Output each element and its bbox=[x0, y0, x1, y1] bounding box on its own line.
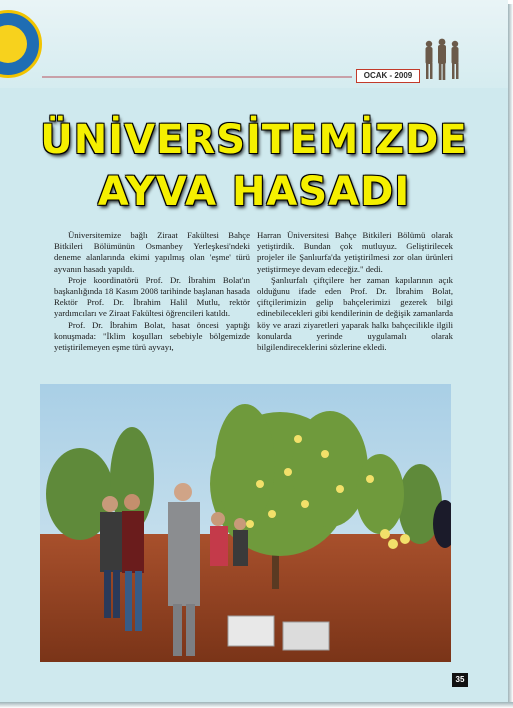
paragraph: Prof. Dr. İbrahim Bolat, hasat öncesi yaptığı konuşmada: "İklim koşulları sebebiyle bölgemizde yetiştirilemeyen eşme türü ayvayı, bbox=[54, 319, 250, 353]
page-shadow-right bbox=[508, 4, 513, 708]
page-header bbox=[0, 0, 508, 88]
paragraph: Şanlıurfalı çiftçilere her zaman kapılarının açık olduğunu ifade eden Prof. Dr. İbrahim Bolat, çiftçilerimizin gelip bahçelerimizi gezerek bilgi edinebilecekleri gibi kendilerinin de değişik zamanlarda köy ve arazi ziyaretleri yaparak halkı bahçecilikle ilgili konularda yerinde uygulamalı olarak bilgilendireceklerini sözlerine ekledi. bbox=[257, 274, 453, 353]
article-column-left bbox=[54, 230, 250, 353]
paragraph: Harran Üniversitesi Bahçe Bitkileri Bölümü olarak yetiştirdik. Bundan çok mutluyuz. Geliştirilecek projeler ile Şanlıurfa'da yetiştirilmesi zor olan ürünleri yetiştirmeye devam edeceğiz." dedi. bbox=[257, 230, 453, 274]
headline-line-2: AYVA HASADI bbox=[97, 169, 411, 215]
headline-line-1: ÜNİVERSİTEMİZDE bbox=[40, 117, 468, 163]
university-logo bbox=[0, 10, 42, 78]
page-number: 35 bbox=[452, 673, 468, 687]
statue-icon bbox=[420, 36, 466, 82]
logo-emblem bbox=[0, 25, 27, 63]
article-column-right bbox=[257, 230, 453, 353]
paragraph: Proje koordinatörü Prof. Dr. İbrahim Bolat'ın başkanlığında 18 Kasım 2008 tarihinde başlanan hasada Rektör Prof. Dr. İbrahim Halil Mutlu, rektör yardımcıları ve Ziraat Fakültesi öğrencileri katıldı. bbox=[54, 274, 250, 319]
paragraph: Üniversitemize bağlı Ziraat Fakültesi Bahçe Bitkileri Bölümünün Osmanbey Yerleşkesi'ndeki deneme alanlarında ekimi yapılmış olan 'eşme' türü ayvanın hasadı yapıldı. bbox=[54, 230, 250, 274]
header-rule bbox=[42, 76, 352, 78]
harvest-photo bbox=[40, 384, 451, 662]
page-shadow-bottom bbox=[0, 702, 513, 708]
issue-date: OCAK - 2009 bbox=[356, 69, 420, 83]
